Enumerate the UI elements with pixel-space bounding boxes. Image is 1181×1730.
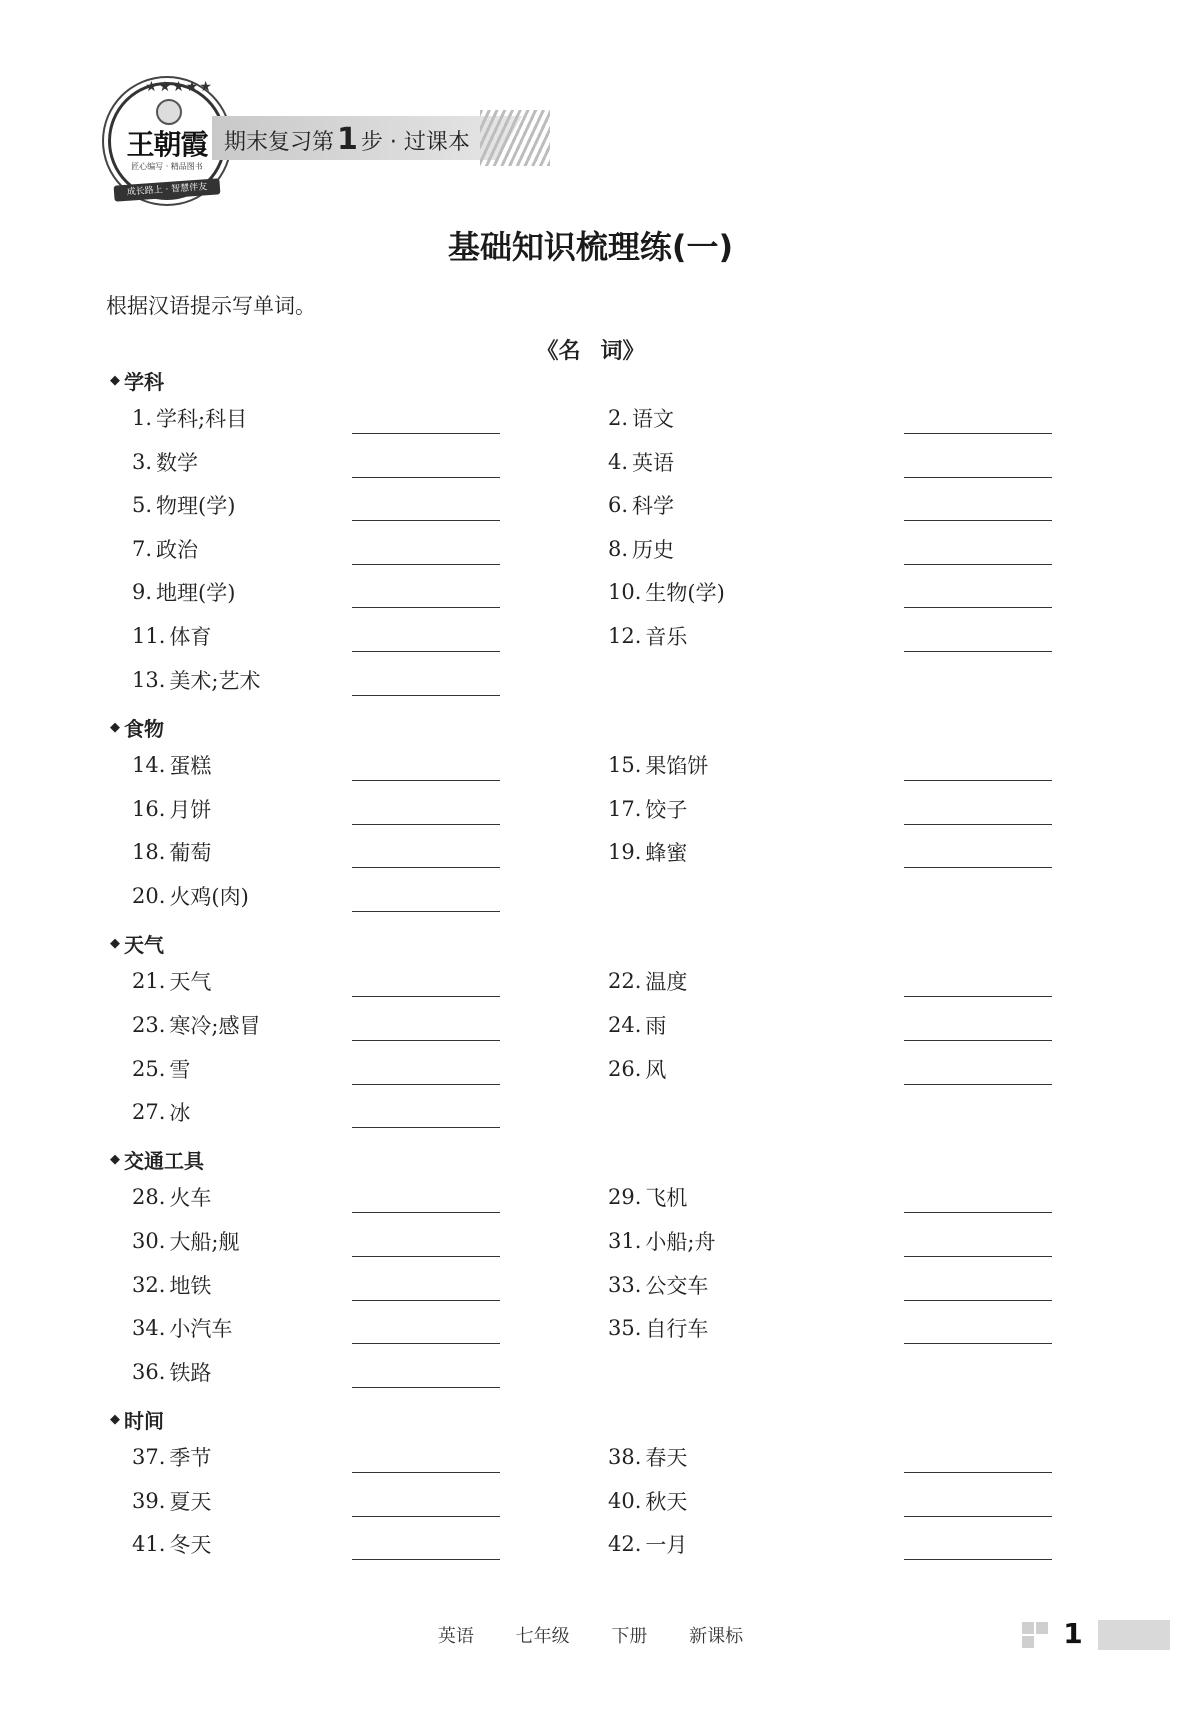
answer-blank[interactable]: [352, 1256, 500, 1257]
answer-blank[interactable]: [904, 520, 1052, 521]
item-number: 11.: [132, 624, 166, 648]
item-hint: 铁路: [169, 1361, 212, 1385]
category-heading: [110, 365, 164, 395]
vocab-item: [608, 1439, 687, 1475]
diamond-bullet-icon: ◆: [110, 719, 120, 735]
item-number: 35.: [608, 1316, 642, 1340]
answer-blank[interactable]: [352, 1343, 500, 1344]
item-number: 18.: [132, 840, 166, 864]
page-number-bar: [1098, 1620, 1170, 1650]
vocab-item: [132, 1483, 211, 1519]
item-hint: 冬天: [169, 1533, 212, 1557]
footer-edition: 新课标: [689, 1626, 744, 1647]
answer-blank[interactable]: [352, 1559, 500, 1560]
vocab-item: [608, 1483, 687, 1519]
item-hint: 蜂蜜: [645, 841, 688, 865]
answer-blank[interactable]: [352, 780, 500, 781]
category-heading: [110, 1144, 204, 1174]
item-number: 41.: [132, 1532, 166, 1556]
item-number: 16.: [132, 797, 166, 821]
vocab-item: [132, 487, 235, 523]
vocab-item: [132, 1439, 211, 1475]
item-number: 17.: [608, 797, 642, 821]
item-hint: 寒冷;感冒: [169, 1014, 261, 1038]
answer-blank[interactable]: [904, 1300, 1052, 1301]
category-label: 学科: [124, 369, 164, 394]
footer-volume: 下册: [611, 1626, 648, 1647]
item-hint: 飞机: [645, 1186, 688, 1210]
vocab-item: [132, 574, 235, 610]
item-hint: 音乐: [645, 625, 688, 649]
diamond-bullet-icon: ◆: [110, 935, 120, 951]
vocab-item: [132, 1267, 211, 1303]
vocab-item: [132, 1051, 190, 1087]
category-label: 食物: [124, 716, 164, 741]
vocab-item: [132, 1526, 211, 1562]
answer-blank[interactable]: [904, 1212, 1052, 1213]
vocab-item: [608, 1526, 687, 1562]
item-number: 27.: [132, 1100, 166, 1124]
answer-blank[interactable]: [352, 1387, 500, 1388]
item-number: 4.: [608, 450, 629, 474]
answer-blank[interactable]: [352, 1472, 500, 1473]
banner-stripes-decoration: [480, 110, 550, 166]
item-number: 37.: [132, 1445, 166, 1469]
answer-blank[interactable]: [352, 1127, 500, 1128]
item-hint: 政治: [156, 538, 199, 562]
item-hint: 小船;舟: [645, 1230, 716, 1254]
item-number: 42.: [608, 1532, 642, 1556]
vocab-item: [132, 747, 211, 783]
vocab-item: [608, 1007, 666, 1043]
answer-blank[interactable]: [352, 1300, 500, 1301]
category-label: 时间: [124, 1408, 164, 1433]
item-hint: 一月: [645, 1533, 688, 1557]
vocab-item: [132, 878, 249, 914]
vocab-item: [132, 1179, 211, 1215]
answer-blank[interactable]: [352, 433, 500, 434]
vocab-item: [132, 400, 247, 436]
logo-crest-icon: [156, 99, 182, 125]
item-number: 30.: [132, 1229, 166, 1253]
vocab-item: [132, 444, 198, 480]
item-hint: 美术;艺术: [169, 669, 261, 693]
item-number: 36.: [132, 1360, 166, 1384]
answer-blank[interactable]: [352, 695, 500, 696]
vocab-item: [608, 400, 674, 436]
vocab-item: [608, 1179, 687, 1215]
header: [100, 70, 560, 210]
logo-stars-icon: ★★★★★: [145, 79, 213, 95]
page-number: 1: [1063, 1617, 1083, 1650]
item-number: 3.: [132, 450, 153, 474]
vocab-item: [132, 1094, 190, 1130]
answer-blank[interactable]: [352, 651, 500, 652]
banner-suffix: 步 · 过课本: [360, 130, 470, 155]
answer-blank[interactable]: [352, 1040, 500, 1041]
banner-step-number: 1: [337, 122, 358, 157]
vocab-item: [608, 487, 674, 523]
item-number: 1.: [132, 406, 153, 430]
answer-blank[interactable]: [904, 1559, 1052, 1560]
category-heading: [110, 928, 164, 958]
vocab-item: [608, 834, 687, 870]
vocab-item: [132, 963, 211, 999]
section-heading-open: 《名: [536, 339, 581, 364]
vocab-item: [608, 1310, 708, 1346]
footer-info: [0, 1622, 1181, 1648]
banner-prefix: 期末复习第: [224, 130, 335, 155]
answer-blank[interactable]: [904, 607, 1052, 608]
item-hint: 语文: [632, 407, 675, 431]
answer-blank[interactable]: [904, 824, 1052, 825]
answer-blank[interactable]: [904, 1084, 1052, 1085]
item-number: 24.: [608, 1013, 642, 1037]
item-hint: 地理(学): [156, 581, 236, 605]
item-number: 23.: [132, 1013, 166, 1037]
vocab-item: [608, 747, 708, 783]
item-number: 25.: [132, 1057, 166, 1081]
item-hint: 小汽车: [169, 1317, 233, 1341]
item-hint: 雪: [169, 1058, 191, 1082]
item-hint: 大船;舰: [169, 1230, 240, 1254]
item-number: 33.: [608, 1273, 642, 1297]
page-corner-decoration: [1022, 1622, 1052, 1652]
answer-blank[interactable]: [904, 1256, 1052, 1257]
answer-blank[interactable]: [904, 996, 1052, 997]
item-hint: 季节: [169, 1446, 212, 1470]
instruction: 根据汉语提示写单词。: [106, 294, 316, 318]
item-hint: 公交车: [645, 1274, 709, 1298]
item-number: 8.: [608, 537, 629, 561]
logo-name: 王朝霞: [126, 128, 208, 161]
vocab-item: [132, 1007, 260, 1043]
item-number: 29.: [608, 1185, 642, 1209]
item-hint: 体育: [169, 625, 212, 649]
item-hint: 风: [645, 1058, 667, 1082]
item-hint: 葡萄: [169, 841, 212, 865]
answer-blank[interactable]: [904, 477, 1052, 478]
category-label: 交通工具: [124, 1148, 204, 1173]
item-number: 6.: [608, 493, 629, 517]
item-hint: 冰: [169, 1101, 191, 1125]
item-number: 39.: [132, 1489, 166, 1513]
answer-blank[interactable]: [352, 911, 500, 912]
item-hint: 英语: [632, 451, 675, 475]
answer-blank[interactable]: [352, 1516, 500, 1517]
item-hint: 火车: [169, 1186, 212, 1210]
item-number: 26.: [608, 1057, 642, 1081]
footer-subject: 英语: [437, 1626, 474, 1647]
item-hint: 春天: [645, 1446, 688, 1470]
item-number: 19.: [608, 840, 642, 864]
item-hint: 历史: [632, 538, 675, 562]
category-heading: [110, 1404, 164, 1434]
answer-blank[interactable]: [904, 1516, 1052, 1517]
diamond-bullet-icon: ◆: [110, 372, 120, 388]
vocab-item: [132, 791, 211, 827]
answer-blank[interactable]: [352, 996, 500, 997]
vocab-item: [608, 531, 674, 567]
vocab-item: [132, 834, 211, 870]
answer-blank[interactable]: [904, 1472, 1052, 1473]
answer-blank[interactable]: [904, 433, 1052, 434]
series-banner-text: [224, 122, 470, 157]
vocab-item: [608, 1051, 666, 1087]
item-hint: 学科;科目: [156, 407, 248, 431]
item-number: 20.: [132, 884, 166, 908]
item-number: 2.: [608, 406, 629, 430]
item-hint: 地铁: [169, 1274, 212, 1298]
answer-blank[interactable]: [352, 1084, 500, 1085]
vocab-item: [132, 531, 198, 567]
vocab-item: [132, 1223, 239, 1259]
answer-blank[interactable]: [352, 520, 500, 521]
item-number: 15.: [608, 753, 642, 777]
item-hint: 物理(学): [156, 494, 236, 518]
item-hint: 秋天: [645, 1490, 688, 1514]
item-number: 13.: [132, 668, 166, 692]
answer-blank[interactable]: [352, 564, 500, 565]
vocab-item: [608, 1267, 708, 1303]
item-hint: 数学: [156, 451, 199, 475]
vocab-item: [608, 1223, 715, 1259]
category-heading: [110, 712, 164, 742]
section-heading: [0, 334, 1181, 365]
answer-blank[interactable]: [352, 867, 500, 868]
vocab-item: [608, 791, 687, 827]
item-hint: 温度: [645, 970, 688, 994]
item-hint: 天气: [169, 970, 212, 994]
answer-blank[interactable]: [352, 607, 500, 608]
item-number: 5.: [132, 493, 153, 517]
item-hint: 科学: [632, 494, 675, 518]
item-hint: 夏天: [169, 1490, 212, 1514]
vocab-item: [132, 1310, 232, 1346]
item-number: 40.: [608, 1489, 642, 1513]
vocab-item: [608, 618, 687, 654]
item-hint: 月饼: [169, 798, 212, 822]
item-number: 21.: [132, 969, 166, 993]
vocab-item: [608, 963, 687, 999]
item-number: 7.: [132, 537, 153, 561]
logo-ribbon: 成长路上 · 智慧伴友: [114, 178, 221, 201]
answer-blank[interactable]: [904, 564, 1052, 565]
item-number: 10.: [608, 580, 642, 604]
item-hint: 饺子: [645, 798, 688, 822]
item-hint: 火鸡(肉): [169, 885, 249, 909]
answer-blank[interactable]: [904, 1040, 1052, 1041]
diamond-bullet-icon: ◆: [110, 1151, 120, 1167]
item-hint: 雨: [645, 1014, 667, 1038]
item-number: 9.: [132, 580, 153, 604]
item-number: 38.: [608, 1445, 642, 1469]
item-number: 12.: [608, 624, 642, 648]
answer-blank[interactable]: [904, 1343, 1052, 1344]
section-heading-close: 词》: [600, 339, 645, 364]
item-number: 31.: [608, 1229, 642, 1253]
answer-blank[interactable]: [352, 824, 500, 825]
item-hint: 自行车: [645, 1317, 709, 1341]
vocab-item: [132, 618, 211, 654]
diamond-bullet-icon: ◆: [110, 1411, 120, 1427]
vocab-item: [608, 574, 725, 610]
item-number: 22.: [608, 969, 642, 993]
answer-blank[interactable]: [352, 1212, 500, 1213]
item-number: 34.: [132, 1316, 166, 1340]
item-hint: 蛋糕: [169, 754, 212, 778]
answer-blank[interactable]: [904, 651, 1052, 652]
item-number: 14.: [132, 753, 166, 777]
item-hint: 生物(学): [645, 581, 725, 605]
page-title: 基础知识梳理练(一): [447, 228, 734, 266]
footer-grade: 七年级: [515, 1626, 570, 1647]
vocab-item: [132, 662, 260, 698]
vocab-item: [132, 1354, 211, 1390]
logo-motto: 匠心编写 · 精品图书: [131, 162, 203, 171]
item-number: 32.: [132, 1273, 166, 1297]
answer-blank[interactable]: [904, 780, 1052, 781]
vocab-item: [608, 444, 674, 480]
item-number: 28.: [132, 1185, 166, 1209]
answer-blank[interactable]: [904, 867, 1052, 868]
category-label: 天气: [124, 932, 164, 957]
item-hint: 果馅饼: [645, 754, 709, 778]
answer-blank[interactable]: [352, 477, 500, 478]
